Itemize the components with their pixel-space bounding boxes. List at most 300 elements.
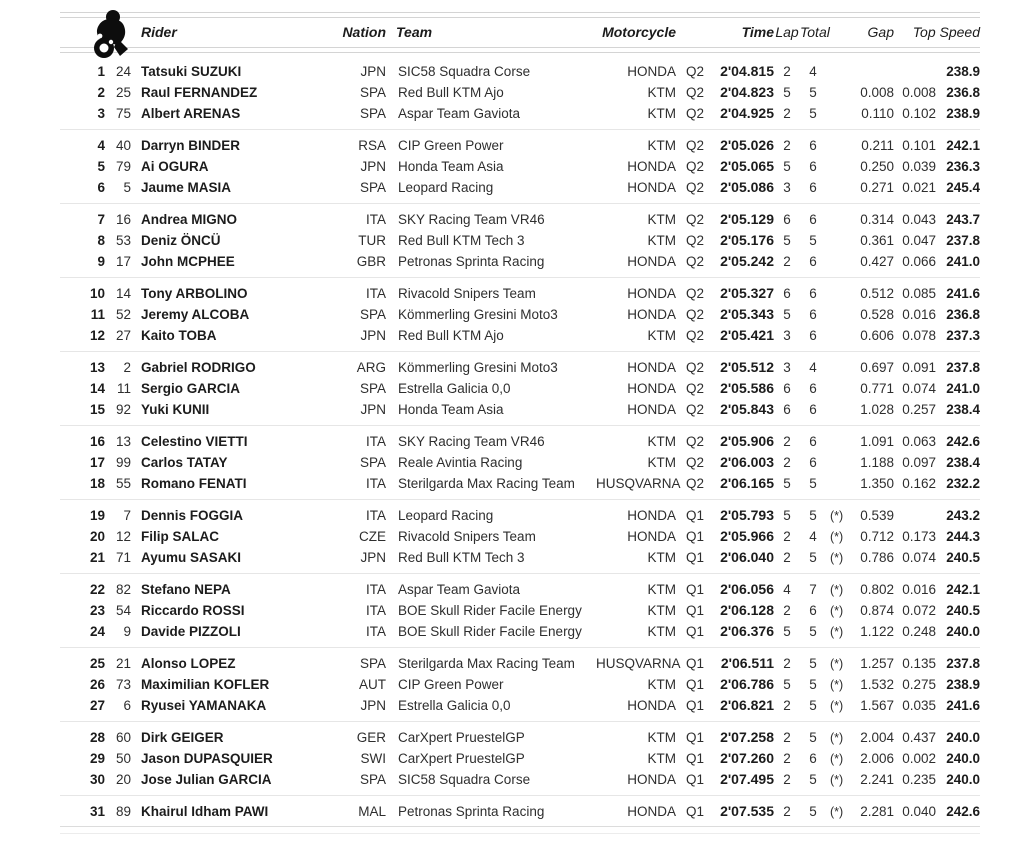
lap-cell: 2 (783, 804, 791, 819)
top-speed-cell: 243.2 (946, 508, 980, 523)
session-cell: Q2 (686, 138, 705, 153)
gap-previous-cell: 0.008 (902, 85, 936, 100)
rider-name-cell: Yuki KUNII (141, 402, 210, 417)
motorcycle-cell: KTM (647, 434, 676, 449)
time-cell: 2'05.343 (720, 306, 774, 322)
total-laps-cell: 4 (809, 529, 817, 544)
gap-previous-cell: 0.091 (902, 360, 936, 375)
result-row (60, 177, 980, 198)
gap-previous-cell: 0.002 (902, 751, 936, 766)
team-cell: Rivacold Snipers Team (398, 286, 536, 301)
top-speed-cell: 238.9 (946, 64, 980, 79)
gap-cell: 0.786 (860, 550, 894, 565)
session-cell: Q2 (686, 233, 705, 248)
position-cell: 6 (97, 180, 105, 195)
top-speed-cell: 242.1 (946, 138, 980, 153)
motorcycle-cell: KTM (647, 550, 676, 565)
session-cell: Q1 (686, 603, 705, 618)
team-cell: Leopard Racing (398, 508, 494, 523)
gap-previous-cell: 0.097 (902, 455, 936, 470)
time-cell: 2'06.056 (720, 581, 774, 597)
lap-cell: 5 (783, 159, 791, 174)
result-row (60, 653, 980, 674)
nation-cell: ITA (366, 603, 386, 618)
rider-name-cell: Albert ARENAS (141, 106, 241, 121)
gap-previous-cell: 0.074 (902, 381, 936, 396)
lap-cell: 3 (783, 180, 791, 195)
column-header-gap: Gap (867, 24, 894, 40)
nation-cell: ITA (366, 624, 386, 639)
team-cell: BOE Skull Rider Facile Energy (398, 603, 582, 618)
top-speed-cell: 237.3 (946, 328, 980, 343)
rider-name-cell: Celestino VIETTI (141, 434, 248, 449)
position-cell: 31 (89, 804, 105, 819)
time-cell: 2'06.376 (720, 623, 774, 639)
total-laps-cell: 4 (809, 360, 817, 375)
lap-cell: 3 (783, 360, 791, 375)
gap-cell: 0.110 (861, 106, 894, 121)
top-speed-cell: 236.8 (946, 307, 980, 322)
gap-cell: 1.188 (860, 455, 894, 470)
lap-cell: 2 (783, 64, 791, 79)
session-cell: Q1 (686, 656, 705, 671)
gap-cell: 0.539 (860, 508, 894, 523)
rider-name-cell: Khairul Idham PAWI (141, 804, 269, 819)
nation-cell: JPN (360, 550, 386, 565)
bike-number-cell: 92 (115, 402, 131, 417)
team-cell: CIP Green Power (398, 677, 504, 692)
team-cell: SKY Racing Team VR46 (398, 434, 545, 449)
position-cell: 30 (89, 772, 105, 787)
session-cell: Q1 (686, 751, 705, 766)
q1-star-cell: (*) (830, 678, 844, 692)
group-separator (60, 129, 980, 130)
motorcycle-rider-icon (90, 9, 132, 59)
q1-star-cell: (*) (830, 731, 844, 745)
position-cell: 28 (89, 730, 105, 745)
motorcycle-cell: KTM (647, 328, 676, 343)
bike-number-cell: 6 (123, 698, 131, 713)
bike-number-cell: 13 (115, 434, 131, 449)
motorcycle-cell: HONDA (627, 381, 676, 396)
nation-cell: ITA (366, 508, 386, 523)
motorcycle-cell: HUSQVARNA (596, 656, 681, 671)
lap-cell: 6 (783, 402, 791, 417)
total-laps-cell: 6 (809, 455, 817, 470)
nation-cell: SPA (359, 772, 386, 787)
rider-name-cell: Tony ARBOLINO (141, 286, 248, 301)
nation-cell: JPN (360, 159, 386, 174)
gap-cell: 1.122 (860, 624, 894, 639)
time-cell: 2'05.512 (720, 359, 774, 375)
total-laps-cell: 7 (809, 582, 817, 597)
motorcycle-cell: KTM (647, 603, 676, 618)
bike-number-cell: 2 (123, 360, 131, 375)
rider-name-cell: Jose Julian GARCIA (141, 772, 272, 787)
time-cell: 2'05.793 (720, 507, 774, 523)
gap-previous-cell: 0.021 (902, 180, 936, 195)
gap-cell: 0.512 (860, 286, 894, 301)
time-cell: 2'05.843 (720, 401, 774, 417)
session-cell: Q2 (686, 476, 705, 491)
team-cell: Red Bull KTM Tech 3 (398, 233, 525, 248)
lap-cell: 6 (783, 286, 791, 301)
bike-number-cell: 40 (115, 138, 131, 153)
position-cell: 10 (89, 286, 105, 301)
motorcycle-cell: HONDA (627, 64, 676, 79)
gap-previous-cell: 0.066 (902, 254, 936, 269)
gap-previous-cell: 0.248 (902, 624, 936, 639)
motorcycle-cell: HONDA (627, 254, 676, 269)
column-header-time: Time (741, 24, 774, 40)
group-separator (60, 277, 980, 278)
lap-cell: 2 (783, 455, 791, 470)
q1-star-cell: (*) (830, 583, 844, 597)
gap-cell: 1.257 (860, 656, 894, 671)
result-row (60, 695, 980, 716)
bike-number-cell: 75 (115, 106, 131, 121)
team-cell: Sterilgarda Max Racing Team (398, 656, 575, 671)
team-cell: Leopard Racing (398, 180, 494, 195)
total-laps-cell: 5 (809, 508, 817, 523)
gap-cell: 0.771 (860, 381, 894, 396)
team-cell: Honda Team Asia (398, 402, 504, 417)
result-row (60, 431, 980, 452)
nation-cell: JPN (360, 64, 386, 79)
time-cell: 2'05.176 (720, 232, 774, 248)
rider-name-cell: Stefano NEPA (141, 582, 231, 597)
top-speed-cell: 237.8 (946, 360, 980, 375)
top-speed-cell: 244.3 (946, 529, 980, 544)
rider-name-cell: Maximilian KOFLER (141, 677, 270, 692)
top-speed-cell: 240.0 (946, 751, 980, 766)
rider-name-cell: Deniz ÖNCÜ (141, 233, 221, 248)
session-cell: Q2 (686, 434, 705, 449)
bike-number-cell: 11 (116, 381, 131, 396)
time-cell: 2'05.026 (720, 137, 774, 153)
time-cell: 2'06.786 (720, 676, 774, 692)
team-cell: CarXpert PruestelGP (398, 751, 525, 766)
total-laps-cell: 5 (809, 730, 817, 745)
session-cell: Q1 (686, 772, 705, 787)
rider-name-cell: Sergio GARCIA (141, 381, 241, 396)
team-cell: Reale Avintia Racing (398, 455, 523, 470)
position-cell: 7 (97, 212, 105, 227)
time-cell: 2'07.260 (720, 750, 774, 766)
gap-previous-cell: 0.235 (902, 772, 936, 787)
gap-cell: 0.427 (860, 254, 894, 269)
result-row (60, 251, 980, 272)
motorcycle-cell: HONDA (627, 360, 676, 375)
rider-name-cell: Kaito TOBA (141, 328, 217, 343)
position-cell: 9 (97, 254, 105, 269)
bike-number-cell: 25 (115, 85, 131, 100)
motorcycle-cell: HONDA (627, 529, 676, 544)
motorcycle-cell: KTM (647, 624, 676, 639)
total-laps-cell: 6 (809, 286, 817, 301)
team-cell: Sterilgarda Max Racing Team (398, 476, 575, 491)
q1-star-cell: (*) (830, 657, 844, 671)
nation-cell: ITA (366, 212, 386, 227)
motorcycle-cell: KTM (647, 233, 676, 248)
gap-previous-cell: 0.437 (902, 730, 936, 745)
q1-star-cell: (*) (830, 773, 844, 787)
team-cell: SIC58 Squadra Corse (398, 64, 531, 79)
group-separator (60, 647, 980, 648)
team-cell: Estrella Galicia 0,0 (398, 698, 511, 713)
time-cell: 2'07.535 (720, 803, 774, 819)
gap-cell: 0.271 (860, 180, 894, 195)
session-cell: Q2 (686, 455, 705, 470)
gap-cell: 2.281 (860, 804, 894, 819)
session-cell: Q1 (686, 550, 705, 565)
session-cell: Q1 (686, 529, 705, 544)
time-cell: 2'07.258 (720, 729, 774, 745)
top-speed-cell: 241.6 (946, 286, 980, 301)
gap-cell: 1.091 (860, 434, 894, 449)
total-laps-cell: 6 (809, 159, 817, 174)
nation-cell: ITA (366, 434, 386, 449)
top-speed-cell: 236.8 (946, 85, 980, 100)
bike-number-cell: 50 (115, 751, 131, 766)
gap-previous-cell: 0.043 (902, 212, 936, 227)
total-laps-cell: 6 (809, 603, 817, 618)
position-cell: 15 (89, 402, 105, 417)
session-cell: Q1 (686, 582, 705, 597)
result-row (60, 156, 980, 177)
lap-cell: 5 (783, 677, 791, 692)
column-header-motorcycle: Motorcycle (602, 24, 676, 40)
column-header-nation: Nation (342, 24, 386, 40)
total-laps-cell: 6 (809, 254, 817, 269)
time-cell: 2'04.823 (720, 84, 774, 100)
motorcycle-cell: KTM (647, 212, 676, 227)
result-row (60, 283, 980, 304)
team-cell: Rivacold Snipers Team (398, 529, 536, 544)
gap-previous-cell: 0.072 (902, 603, 936, 618)
total-laps-cell: 5 (809, 698, 817, 713)
nation-cell: SPA (359, 180, 386, 195)
motorcycle-cell: KTM (647, 85, 676, 100)
time-cell: 2'05.906 (720, 433, 774, 449)
lap-cell: 2 (783, 656, 791, 671)
time-cell: 2'04.925 (720, 105, 774, 121)
nation-cell: AUT (359, 677, 386, 692)
team-cell: Red Bull KTM Tech 3 (398, 550, 525, 565)
rider-name-cell: Ryusei YAMANAKA (141, 698, 267, 713)
q1-star-cell: (*) (830, 625, 844, 639)
rider-name-cell: Romano FENATI (141, 476, 247, 491)
lap-cell: 2 (783, 106, 791, 121)
result-row (60, 600, 980, 621)
result-row (60, 769, 980, 790)
nation-cell: SWI (360, 751, 386, 766)
bike-number-cell: 71 (115, 550, 131, 565)
motorcycle-cell: KTM (647, 455, 676, 470)
gap-previous-cell: 0.063 (902, 434, 936, 449)
session-cell: Q1 (686, 677, 705, 692)
result-row (60, 61, 980, 82)
result-row (60, 801, 980, 822)
position-cell: 23 (89, 603, 105, 618)
bike-number-cell: 55 (115, 476, 131, 491)
gap-cell: 0.697 (860, 360, 894, 375)
column-header-team: Team (396, 24, 433, 40)
q1-star-cell: (*) (830, 530, 844, 544)
result-row (60, 547, 980, 568)
session-cell: Q2 (686, 381, 705, 396)
rider-name-cell: Jaume MASIA (141, 180, 232, 195)
team-cell: CarXpert PruestelGP (398, 730, 525, 745)
table-header (60, 18, 980, 47)
motorcycle-cell: HONDA (627, 286, 676, 301)
lap-cell: 2 (783, 698, 791, 713)
session-cell: Q1 (686, 508, 705, 523)
column-header-top-speed: Top Speed (912, 24, 980, 40)
team-cell: Aspar Team Gaviota (398, 106, 521, 121)
top-speed-cell: 240.0 (946, 730, 980, 745)
time-cell: 2'06.165 (720, 475, 774, 491)
gap-cell: 0.802 (860, 582, 894, 597)
time-cell: 2'05.129 (720, 211, 774, 227)
motorcycle-cell: KTM (647, 677, 676, 692)
lap-cell: 2 (783, 550, 791, 565)
top-speed-cell: 232.2 (946, 476, 980, 491)
time-cell: 2'05.421 (720, 327, 774, 343)
lap-cell: 5 (783, 508, 791, 523)
bike-number-cell: 60 (115, 730, 131, 745)
bike-number-cell: 14 (115, 286, 131, 301)
result-row (60, 579, 980, 600)
time-cell: 2'07.495 (720, 771, 774, 787)
nation-cell: CZE (359, 529, 386, 544)
session-cell: Q2 (686, 307, 705, 322)
total-laps-cell: 5 (809, 106, 817, 121)
lap-cell: 2 (783, 529, 791, 544)
total-laps-cell: 6 (809, 180, 817, 195)
motorcycle-cell: HONDA (627, 804, 676, 819)
session-cell: Q2 (686, 159, 705, 174)
motorcycle-cell: HONDA (627, 159, 676, 174)
top-speed-cell: 236.3 (946, 159, 980, 174)
result-row (60, 357, 980, 378)
team-cell: Petronas Sprinta Racing (398, 254, 545, 269)
motorcycle-cell: KTM (647, 730, 676, 745)
bike-number-cell: 12 (115, 529, 131, 544)
result-row (60, 304, 980, 325)
bike-number-cell: 54 (115, 603, 131, 618)
nation-cell: MAL (358, 804, 386, 819)
gap-previous-cell: 0.257 (902, 402, 936, 417)
position-cell: 11 (90, 307, 105, 322)
top-speed-cell: 243.7 (946, 212, 980, 227)
gap-previous-cell: 0.101 (902, 138, 936, 153)
position-cell: 21 (89, 550, 105, 565)
result-row (60, 452, 980, 473)
time-cell: 2'06.128 (720, 602, 774, 618)
table-body (60, 53, 980, 822)
rider-name-cell: Jeremy ALCOBA (141, 307, 250, 322)
result-row (60, 473, 980, 494)
position-cell: 3 (97, 106, 105, 121)
gap-previous-cell: 0.035 (902, 698, 936, 713)
nation-cell: ITA (366, 476, 386, 491)
lap-cell: 2 (783, 751, 791, 766)
gap-cell: 0.314 (860, 212, 894, 227)
bike-number-cell: 99 (115, 455, 131, 470)
gap-cell: 0.008 (860, 85, 894, 100)
top-speed-cell: 241.6 (946, 698, 980, 713)
bike-number-cell: 73 (115, 677, 131, 692)
result-row (60, 230, 980, 251)
total-laps-cell: 6 (809, 138, 817, 153)
top-speed-cell: 238.9 (946, 106, 980, 121)
time-cell: 2'06.821 (720, 697, 774, 713)
q1-star-cell: (*) (830, 509, 844, 523)
total-laps-cell: 5 (809, 85, 817, 100)
top-speed-cell: 245.4 (946, 180, 980, 195)
nation-cell: JPN (360, 402, 386, 417)
team-cell: Kömmerling Gresini Moto3 (398, 360, 558, 375)
gap-previous-cell: 0.078 (902, 328, 936, 343)
result-row (60, 621, 980, 642)
team-cell: Petronas Sprinta Racing (398, 804, 545, 819)
position-cell: 20 (89, 529, 105, 544)
group-separator (60, 573, 980, 574)
time-cell: 2'06.040 (720, 549, 774, 565)
time-cell: 2'05.966 (720, 528, 774, 544)
result-row (60, 325, 980, 346)
rider-name-cell: Ai OGURA (141, 159, 209, 174)
motorcycle-cell: HONDA (627, 307, 676, 322)
total-laps-cell: 5 (809, 550, 817, 565)
total-laps-cell: 6 (809, 307, 817, 322)
gap-cell: 2.006 (860, 751, 894, 766)
column-header-total: Total (800, 24, 830, 40)
bike-number-cell: 21 (115, 656, 131, 671)
position-cell: 24 (89, 624, 105, 639)
timing-sheet (60, 12, 980, 834)
top-speed-cell: 238.4 (946, 402, 980, 417)
top-speed-cell: 241.0 (946, 381, 980, 396)
motorcycle-cell: HONDA (627, 772, 676, 787)
result-row (60, 135, 980, 156)
gap-previous-cell: 0.102 (902, 106, 936, 121)
time-cell: 2'04.815 (720, 63, 774, 79)
nation-cell: SPA (359, 381, 386, 396)
lap-cell: 2 (783, 138, 791, 153)
bike-number-cell: 7 (123, 508, 131, 523)
session-cell: Q1 (686, 698, 705, 713)
time-cell: 2'05.586 (720, 380, 774, 396)
lap-cell: 5 (783, 233, 791, 248)
team-cell: BOE Skull Rider Facile Energy (398, 624, 582, 639)
nation-cell: JPN (360, 328, 386, 343)
top-speed-cell: 240.0 (946, 772, 980, 787)
team-cell: Estrella Galicia 0,0 (398, 381, 511, 396)
top-speed-cell: 237.8 (946, 233, 980, 248)
rider-name-cell: Andrea MIGNO (141, 212, 238, 227)
lap-cell: 5 (783, 476, 791, 491)
total-laps-cell: 4 (809, 64, 817, 79)
session-cell: Q2 (686, 106, 705, 121)
top-speed-cell: 240.0 (946, 624, 980, 639)
q1-star-cell: (*) (830, 604, 844, 618)
bike-number-cell: 9 (123, 624, 131, 639)
q1-star-cell: (*) (830, 699, 844, 713)
gap-cell: 1.532 (860, 677, 894, 692)
bike-number-cell: 27 (115, 328, 131, 343)
